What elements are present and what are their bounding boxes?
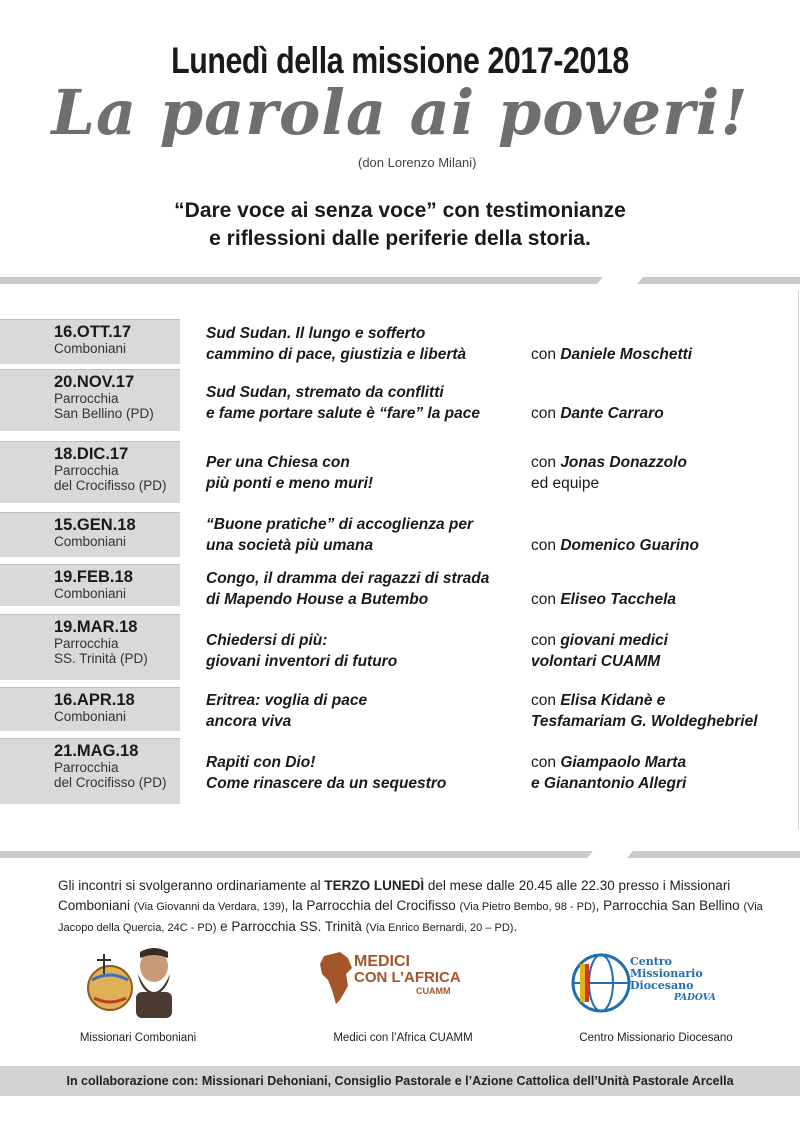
date-box [0, 441, 180, 503]
event-date: 19.FEB.18 [54, 568, 133, 586]
speaker-prefix: con [531, 754, 561, 771]
info-text: , la Parrocchia del Crocifisso [284, 898, 460, 913]
event-date: 16.APR.18 [54, 691, 135, 709]
cmd-logo-line-2: Missionario [630, 967, 703, 980]
cuamm-logo-line-3: CUAMM [416, 986, 451, 996]
cuamm-logo-line-1: MEDICI [354, 953, 410, 970]
caption-cuamm: Medici con l’Africa CUAMM [333, 1032, 473, 1044]
event-date: 20.NOV.17 [54, 373, 135, 391]
event-venue: Comboniani [54, 341, 127, 356]
speaker-prefix: con [531, 537, 561, 554]
event-topic: Per una Chiesa con più ponti e meno muri! [206, 454, 374, 492]
bottom-divider-band [0, 851, 800, 858]
info-text: Gli incontri si svolgeranno ordinariamente al [58, 878, 325, 893]
event-topic: Chiedersi di più: giovani inventori di futuro [206, 632, 398, 670]
venue-info-paragraph [58, 876, 778, 938]
event-date: 21.MAG.18 [54, 742, 139, 760]
globe-icon [570, 952, 632, 1014]
date-box [0, 564, 180, 606]
info-text: , Parrocchia San Bellino [595, 898, 744, 913]
speaker-name: Elisa Kidanè e Tesfamariam G. Woldeghebriel [531, 692, 758, 730]
comboniani-logo [82, 940, 192, 1020]
event-speaker [531, 690, 796, 732]
event-date: 15.GEN.18 [54, 516, 136, 534]
event-topic: Eritrea: voglia di pace ancora viva [206, 692, 368, 730]
info-text: del mese dalle 20.45 alle 22.30 presso i Missionari Comboniani [58, 878, 731, 913]
event-topic: Rapiti con Dio! Come rinascere da un sequestro [206, 754, 447, 792]
event-venue: Comboniani [54, 709, 127, 724]
event-speaker [531, 452, 796, 494]
date-box [0, 687, 180, 731]
speaker-prefix: con [531, 692, 561, 709]
info-text: . [513, 919, 518, 934]
address-san-bellino: (Via Jacopo della Quercia, 24C - PD) [58, 901, 763, 934]
event-speaker [531, 589, 796, 610]
caption-cmd: Centro Missionario Diocesano [579, 1032, 733, 1044]
speaker-prefix: con [531, 632, 561, 649]
africa-map-icon [318, 950, 358, 1006]
event-venue: Parrocchia San Bellino (PD) [54, 391, 154, 421]
date-box [0, 738, 180, 804]
caption-comboniani: Missionari Comboniani [79, 1032, 197, 1044]
collaboration-banner: In collaborazione con: Missionari Dehoniani, Consiglio Pastorale e l’Azione Cattolica dell’Unità Pastorale Arcella [0, 1066, 800, 1096]
speaker-name: giovani medici volontari CUAMM [531, 632, 668, 670]
event-series-title: Lunedì della missione 2017-2018 [171, 40, 629, 81]
address-crocifisso: (Via Pietro Bembo, 98 - PD) [459, 901, 596, 913]
cmd-logo-line-4: PADOVA [674, 993, 716, 1003]
quote-attribution: (don Lorenzo Milani) [358, 155, 477, 170]
event-speaker [531, 752, 796, 794]
event-date: 19.MAR.18 [54, 618, 138, 636]
date-box [0, 512, 180, 557]
address-comboniani: (Via Giovanni da Verdara, 139) [133, 901, 285, 913]
info-text: e Parrocchia SS. Trinità [216, 919, 366, 934]
speaker-name: Dante Carraro [560, 405, 664, 422]
cuamm-logo [318, 950, 478, 1010]
subtitle [0, 197, 800, 253]
speaker-name: Eliseo Tacchela [560, 591, 677, 608]
speaker-name: Domenico Guarino [560, 537, 699, 554]
event-topic: Congo, il dramma dei ragazzi di strada di Mapendo House a Butembo [206, 570, 490, 608]
event-speaker [531, 535, 796, 556]
speaker-prefix: con [531, 591, 561, 608]
address-ss-trinita: (Via Enrico Bernardi, 20 – PD) [365, 922, 514, 934]
speaker-name: Jonas Donazzolo [560, 454, 687, 471]
date-box [0, 369, 180, 431]
speaker-name: Giampaolo Marta e Gianantonio Allegri [531, 754, 687, 792]
date-box [0, 319, 180, 364]
event-speaker [531, 344, 796, 365]
speaker-name: Daniele Moschetti [560, 346, 693, 363]
speaker-extra: ed equipe [531, 475, 600, 492]
cmd-logo [570, 952, 740, 1016]
speaker-prefix: con [531, 405, 561, 422]
event-topic: Sud Sudan, stremato da conflitti e fame portare salute è “fare” la pace [206, 384, 480, 422]
event-date: 18.DIC.17 [54, 445, 129, 463]
date-box [0, 614, 180, 680]
speaker-prefix: con [531, 454, 561, 471]
event-speaker [531, 630, 796, 672]
subtitle-line-2: e riflessioni dalle periferie della storia. [209, 227, 591, 250]
event-venue: Parrocchia del Crocifisso (PD) [54, 463, 167, 493]
right-edge-rule [798, 290, 799, 830]
cmd-logo-line-3: Diocesano [630, 979, 694, 992]
event-topic: “Buone pratiche” di accoglienza per una società più umana [206, 516, 474, 554]
speaker-prefix: con [531, 346, 561, 363]
event-venue: Parrocchia del Crocifisso (PD) [54, 760, 167, 790]
event-topic: Sud Sudan. Il lungo e sofferto cammino di pace, giustizia e libertà [206, 325, 467, 363]
cmd-logo-line-1: Centro [630, 955, 672, 968]
info-highlight: TERZO LUNEDÌ [324, 878, 425, 893]
event-venue: Comboniani [54, 586, 127, 601]
event-venue: Comboniani [54, 534, 127, 549]
event-date: 16.OTT.17 [54, 323, 132, 341]
subtitle-line-1: “Dare voce ai senza voce” con testimonianze [174, 199, 626, 222]
top-divider-band [0, 277, 800, 284]
cuamm-logo-line-2: CON L’AFRICA [354, 969, 461, 986]
headline: La parola ai poveri! [51, 76, 749, 149]
event-speaker [531, 403, 796, 424]
event-venue: Parrocchia SS. Trinità (PD) [54, 636, 148, 666]
